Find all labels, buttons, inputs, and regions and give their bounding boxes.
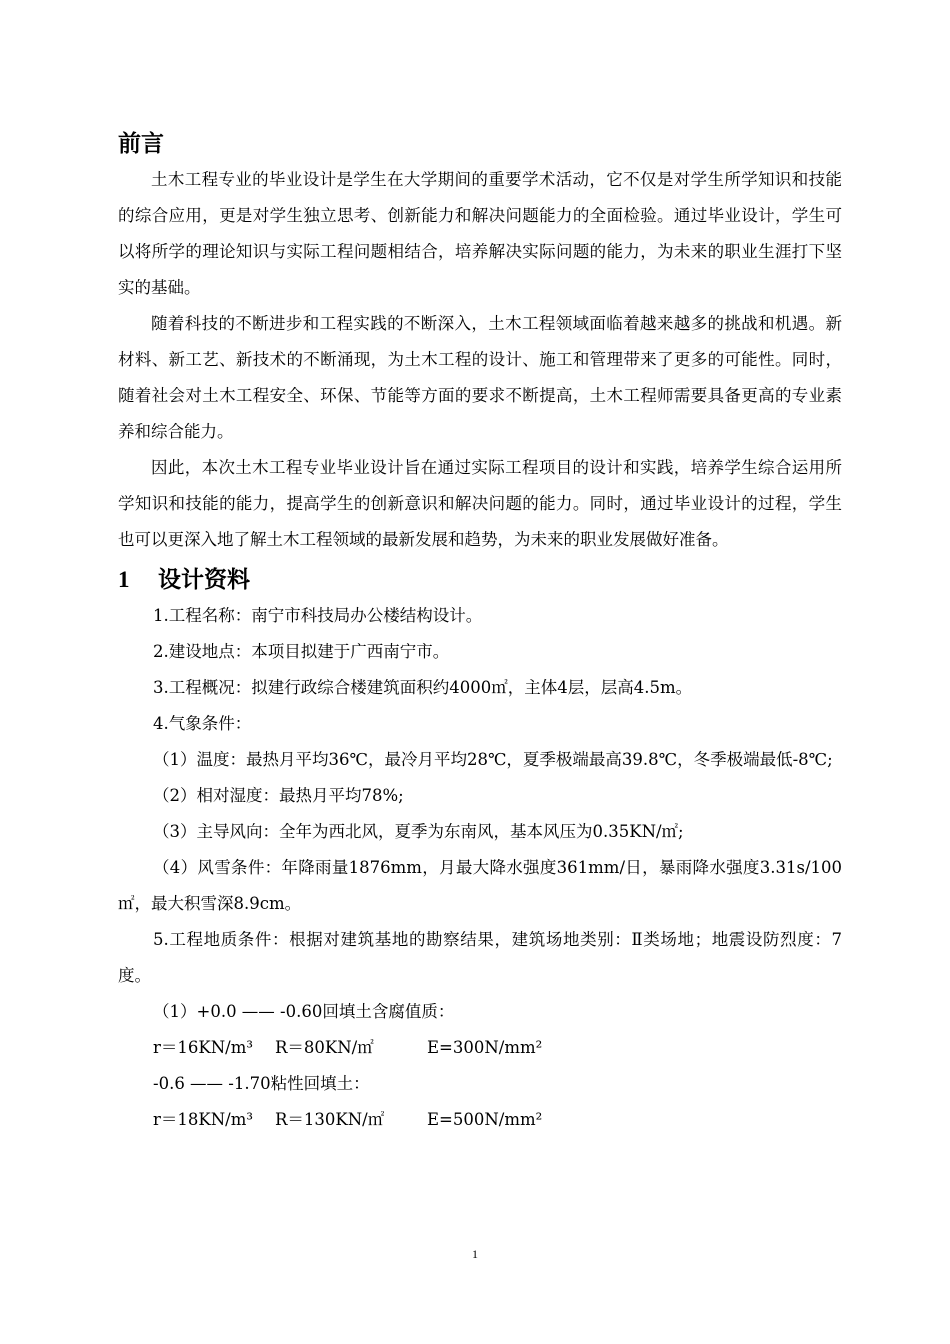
param-E: E=300N/mm² xyxy=(427,1038,543,1057)
preface-heading: 前言 xyxy=(118,131,164,157)
geology-layer-2: -0.6 —— -1.70粘性回填土： xyxy=(153,1074,370,1093)
weather-humidity: （2）相对湿度：最热月平均78%; xyxy=(153,786,404,805)
weather-rain-snow: （4）风雪条件：年降雨量1876mm，月最大降水强度361mm/日，暴雨降水强度3.31s/100㎡，最大积雪深8.9cm。 xyxy=(118,858,842,913)
geology-layer-1: （1）+0.0 —— -0.60回填土含腐值质： xyxy=(153,1002,455,1021)
geology-layer-2-params xyxy=(118,1102,842,1138)
item-overview: 3.工程概况：拟建行政综合楼建筑面积约4000㎡，主体4层，层高4.5m。 xyxy=(153,678,693,697)
weather-temperature: （1）温度：最热月平均36℃，最冷月平均28℃，夏季极端最高39.8℃，冬季极端最低-8℃; xyxy=(153,750,833,769)
item-weather: 4.气象条件： xyxy=(153,714,252,733)
section-title: 设计资料 xyxy=(158,567,250,593)
preface-paragraph-1: 土木工程专业的毕业设计是学生在大学期间的重要学术活动，它不仅是对学生所学知识和技能的综合应用，更是对学生独立思考、创新能力和解决问题能力的全面检验。通过毕业设计，学生可以将所学的理论知识与实际工程问题相结合，培养解决实际问题的能力，为未来的职业生涯打下坚实的基础。 xyxy=(118,170,842,297)
param-E: E=500N/mm² xyxy=(427,1110,543,1129)
preface-paragraph-2: 随着科技的不断进步和工程实践的不断深入，土木工程领域面临着越来越多的挑战和机遇。新材料、新工艺、新技术的不断涌现，为土木工程的设计、施工和管理带来了更多的可能性。同时，随着社会对土木工程安全、环保、节能等方面的要求不断提高，土木工程师需要具备更高的专业素养和综合能力。 xyxy=(118,314,842,441)
page-number: 1 xyxy=(472,1247,478,1261)
page-content xyxy=(118,126,842,1138)
geology-layer-1-params xyxy=(118,1030,842,1066)
weather-wind: （3）主导风向：全年为西北风，夏季为东南风，基本风压为0.35KN/㎡; xyxy=(153,822,684,841)
section-1-heading xyxy=(118,562,842,598)
preface-paragraph-3: 因此，本次土木工程专业毕业设计旨在通过实际工程项目的设计和实践，培养学生综合运用所学知识和技能的能力，提高学生的创新意识和解决问题的能力。同时，通过毕业设计的过程，学生也可以更深入地了解土木工程领域的最新发展和趋势，为未来的职业发展做好准备。 xyxy=(118,458,842,549)
item-project-name: 1.工程名称：南宁市科技局办公楼结构设计。 xyxy=(153,606,483,625)
item-location: 2.建设地点：本项目拟建于广西南宁市。 xyxy=(153,642,450,661)
param-r: r＝16KN/m³ xyxy=(153,1038,253,1057)
param-R: R＝80KN/㎡ xyxy=(275,1038,374,1057)
section-number: 1 xyxy=(118,567,130,592)
param-R: R＝130KN/㎡ xyxy=(275,1110,385,1129)
item-geology: 5.工程地质条件：根据对建筑基地的勘察结果，建筑场地类别：Ⅱ类场地；地震设防烈度：7度。 xyxy=(118,930,842,985)
param-r: r＝18KN/m³ xyxy=(153,1110,253,1129)
